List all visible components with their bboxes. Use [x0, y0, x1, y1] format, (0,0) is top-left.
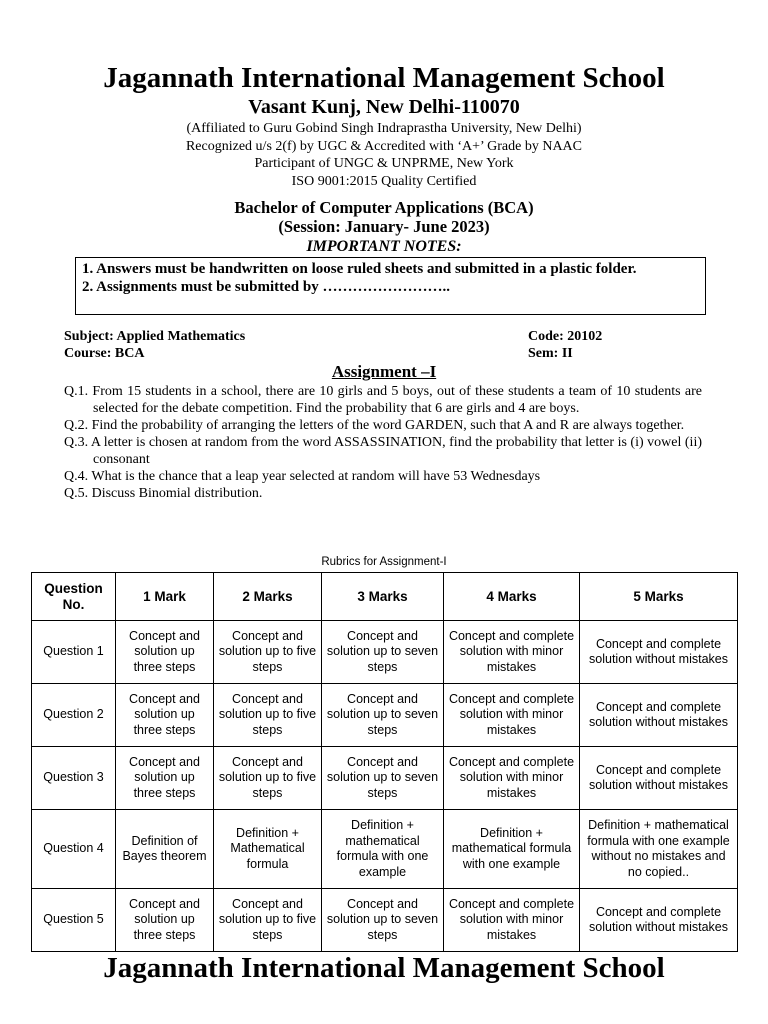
course-heading [0, 198, 768, 236]
table-cell: Question 1 [32, 621, 116, 684]
notes-title: IMPORTANT NOTES: [306, 238, 462, 255]
column-header: 4 Marks [444, 573, 580, 621]
participation-line: Participant of UNGC & UNPRME, New York [254, 156, 514, 171]
column-header: 5 Marks [580, 573, 738, 621]
school-name-heading: Jagannath International Management School [103, 62, 665, 94]
table-cell: Question 4 [32, 810, 116, 889]
rubric-table [31, 572, 738, 952]
column-header: 1 Mark [116, 573, 214, 621]
session-info: (Session: January- June 2023) [278, 217, 490, 236]
table-cell: Concept and solution up three steps [116, 621, 214, 684]
question-item: Q.1. From 15 students in a school, there are 10 girls and 5 boys, out of these students a team of 10 students are selected for the debate competition. Find the probability that 6 are girls and 4 are boys. [64, 384, 702, 416]
table-cell: Definition + mathematical formula with one example without no mistakes and no copied.. [580, 810, 738, 889]
affiliation-line: (Affiliated to Guru Gobind Singh Indraprastha University, New Delhi) [186, 121, 582, 136]
question-item: Q.2. Find the probability of arranging the letters of the word GARDEN, such that A and R are always together. [64, 418, 685, 433]
table-cell: Concept and solution up to five steps [214, 684, 322, 747]
question-item: Q.3. A letter is chosen at random from the word ASSASSINATION, find the probability that letter is (i) vowel (ii) consonant [64, 435, 702, 467]
column-header: 2 Marks [214, 573, 322, 621]
table-cell: Concept and solution up three steps [116, 684, 214, 747]
column-header: 3 Marks [322, 573, 444, 621]
footer-school-name: Jagannath International Management School [103, 952, 665, 984]
table-cell: Concept and complete solution with minor mistakes [444, 889, 580, 952]
table-cell: Definition of Bayes theorem [116, 810, 214, 889]
table-cell: Question 2 [32, 684, 116, 747]
table-cell: Definition + mathematical formula with one example [444, 810, 580, 889]
table-header-row [32, 573, 738, 621]
table-cell: Concept and complete solution without mistakes [580, 621, 738, 684]
table-cell: Concept and complete solution without mistakes [580, 889, 738, 952]
question-item: Q.5. Discuss Binomial distribution. [64, 486, 263, 501]
table-cell: Concept and solution up to seven steps [322, 747, 444, 810]
table-cell: Concept and solution up to five steps [214, 621, 322, 684]
table-cell: Concept and solution up to five steps [214, 747, 322, 810]
table-cell: Definition + mathematical formula with one example [322, 810, 444, 889]
program-name: Bachelor of Computer Applications (BCA) [234, 198, 534, 217]
course-label: Course: BCA [64, 346, 145, 361]
table-cell: Concept and solution up to seven steps [322, 889, 444, 952]
accreditation-line: Recognized u/s 2(f) by UGC & Accredited with ‘A+’ Grade by NAAC [185, 138, 583, 154]
table-cell: Question 5 [32, 889, 116, 952]
table-cell: Concept and complete solution without mistakes [580, 684, 738, 747]
school-address: Vasant Kunj, New Delhi-110070 [248, 96, 520, 118]
question-list [64, 383, 702, 502]
table-row [32, 889, 738, 952]
table-cell: Definition + Mathematical formula [214, 810, 322, 889]
table-cell: Concept and complete solution with minor mistakes [444, 747, 580, 810]
table-cell: Concept and solution up to five steps [214, 889, 322, 952]
table-row [32, 810, 738, 889]
code-label: Code: 20102 [528, 329, 603, 344]
subject-label: Subject: Applied Mathematics [64, 329, 246, 344]
rubric-caption: Rubrics for Assignment-I [321, 556, 447, 568]
table-cell: Question 3 [32, 747, 116, 810]
table-cell: Concept and solution up to seven steps [322, 684, 444, 747]
assignment-title: Assignment –I [331, 362, 437, 381]
table-cell: Concept and solution up to seven steps [322, 621, 444, 684]
column-header: Question No. [32, 573, 116, 621]
table-cell: Concept and solution up three steps [116, 889, 214, 952]
table-row [32, 684, 738, 747]
table-row [32, 621, 738, 684]
iso-line: ISO 9001:2015 Quality Certified [291, 173, 477, 189]
question-item: Q.4. What is the chance that a leap year selected at random will have 53 Wednesdays [64, 469, 541, 484]
notes-box [75, 257, 706, 315]
affiliation-block [0, 120, 768, 190]
note-item: 1. Answers must be handwritten on loose ruled sheets and submitted in a plastic folder. [82, 261, 637, 277]
sem-label: Sem: II [528, 346, 573, 361]
table-cell: Concept and solution up three steps [116, 747, 214, 810]
table-row [32, 747, 738, 810]
table-cell: Concept and complete solution with minor mistakes [444, 684, 580, 747]
table-cell: Concept and complete solution with minor mistakes [444, 621, 580, 684]
table-cell: Concept and complete solution without mistakes [580, 747, 738, 810]
note-item: 2. Assignments must be submitted by …………………….. [82, 279, 450, 295]
